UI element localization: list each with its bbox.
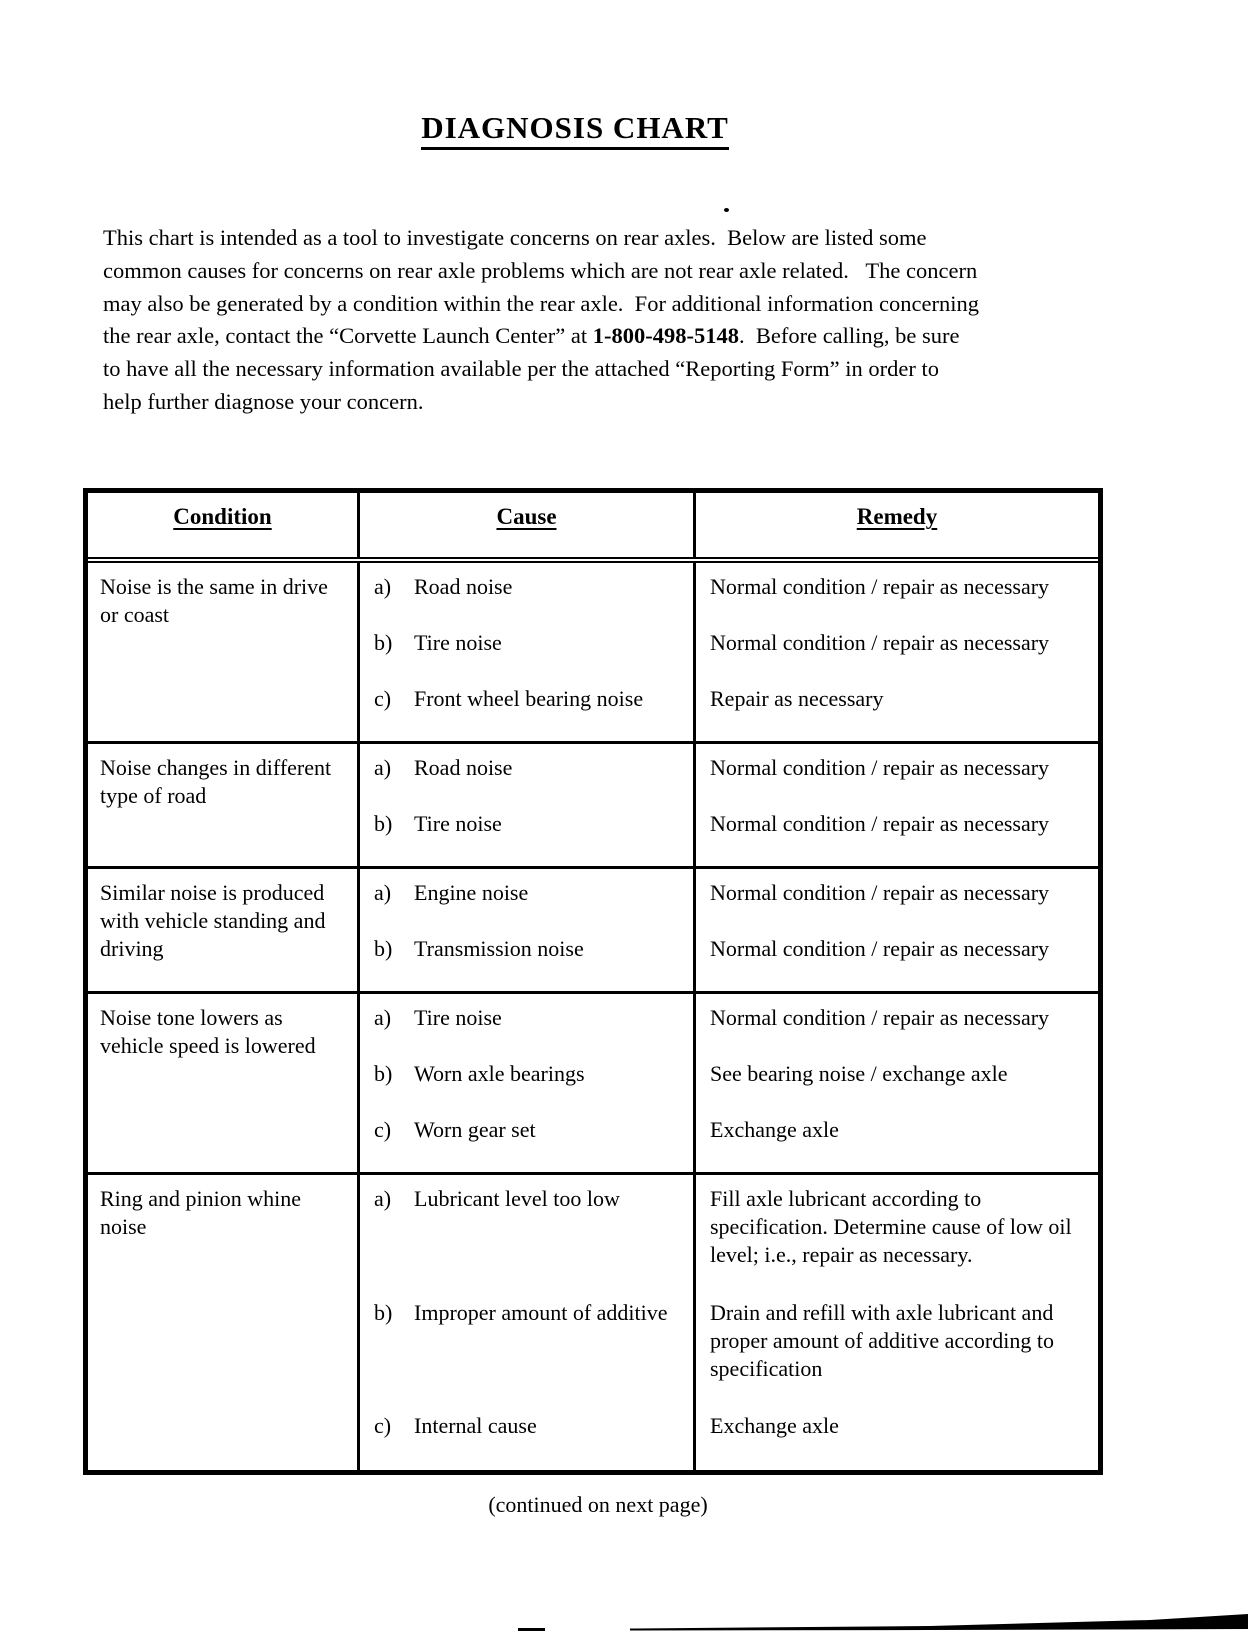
remedy-cell: Drain and refill with axle lubricant and proper amount of additive according to specification <box>710 1299 1054 1381</box>
intro-line: may also be generated by a condition within the rear axle. For additional information concerning <box>103 290 979 316</box>
remedy-cell: Normal condition / repair as necessary <box>710 574 1050 599</box>
intro-line: This chart is intended as a tool to investigate concerns on rear axles. Below are listed some <box>103 225 927 250</box>
cause-cell: a) Road noise <box>360 744 696 810</box>
header-cause: Cause <box>360 493 696 557</box>
cause-cell: a) Tire noise <box>360 994 696 1060</box>
table-row <box>88 563 1098 741</box>
cause-cell: a) Road noise <box>360 563 696 629</box>
header-condition: Condition <box>88 493 360 557</box>
intro-paragraph <box>103 222 1083 419</box>
remedy-cell: Repair as necessary <box>710 686 884 711</box>
intro-line: the rear axle, contact the “Corvette Launch Center” at 1-800-498-5148. Before calling, be sure <box>103 323 960 349</box>
cause-cell: a) Lubricant level too low <box>360 1175 696 1299</box>
table-row <box>88 1172 1098 1470</box>
cause-cell: b) Transmission noise <box>360 935 696 991</box>
cause-cell: c) Internal cause <box>360 1412 696 1470</box>
remedy-cell: Normal condition / repair as necessary <box>710 630 1050 655</box>
intro-line: to have all the necessary information available per the attached “Reporting Form” in order to <box>103 356 939 382</box>
table-row <box>88 866 1098 991</box>
table-row <box>88 741 1098 866</box>
phone-number: 1-800-498-5148 <box>592 323 739 349</box>
remedy-cell: See bearing noise / exchange axle <box>710 1061 1008 1086</box>
remedy-cell: Normal condition / repair as necessary <box>710 1005 1050 1030</box>
remedy-cell: Fill axle lubricant according to specification. Determine cause of low oil level; i.e., repair as necessary. <box>710 1186 1072 1267</box>
remedy-cell: Normal condition / repair as necessary <box>710 811 1050 836</box>
intro-line: common causes for concerns on rear axle problems which are not rear axle related. The concern <box>103 257 978 283</box>
cause-cell: a) Engine noise <box>360 869 696 935</box>
cause-cell: b) Worn axle bearings <box>360 1060 696 1116</box>
intro-line: help further diagnose your concern. <box>103 388 424 414</box>
table-row <box>88 991 1098 1172</box>
condition-cell: Noise tone lowers as vehicle speed is lowered <box>88 994 360 1172</box>
remedy-cell: Exchange axle <box>710 1413 839 1439</box>
scan-dot-artifact <box>724 208 729 212</box>
condition-cell: Noise changes in different type of road <box>88 744 360 866</box>
cause-cell: c) Front wheel bearing noise <box>360 685 696 741</box>
cause-cell: b) Tire noise <box>360 629 696 685</box>
page-title: DIAGNOSIS CHART <box>40 110 1110 150</box>
remedy-cell: Normal condition / repair as necessary <box>710 755 1050 780</box>
condition-cell: Similar noise is produced with vehicle standing and driving <box>88 869 360 991</box>
continued-note: (continued on next page) <box>488 1492 708 1517</box>
remedy-cell: Exchange axle <box>710 1117 839 1142</box>
header-remedy: Remedy <box>856 504 938 529</box>
remedy-cell: Normal condition / repair as necessary <box>710 880 1050 905</box>
cause-cell: c) Worn gear set <box>360 1116 696 1172</box>
remedy-cell: Normal condition / repair as necessary <box>710 936 1050 961</box>
cause-cell: b) Tire noise <box>360 810 696 866</box>
condition-cell: Ring and pinion whine noise <box>88 1175 360 1470</box>
cause-cell: b) Improper amount of additive <box>360 1299 696 1413</box>
condition-cell: Noise is the same in drive or coast <box>88 563 360 741</box>
table-header-row <box>88 493 1098 563</box>
diagnosis-table <box>83 488 1103 1475</box>
